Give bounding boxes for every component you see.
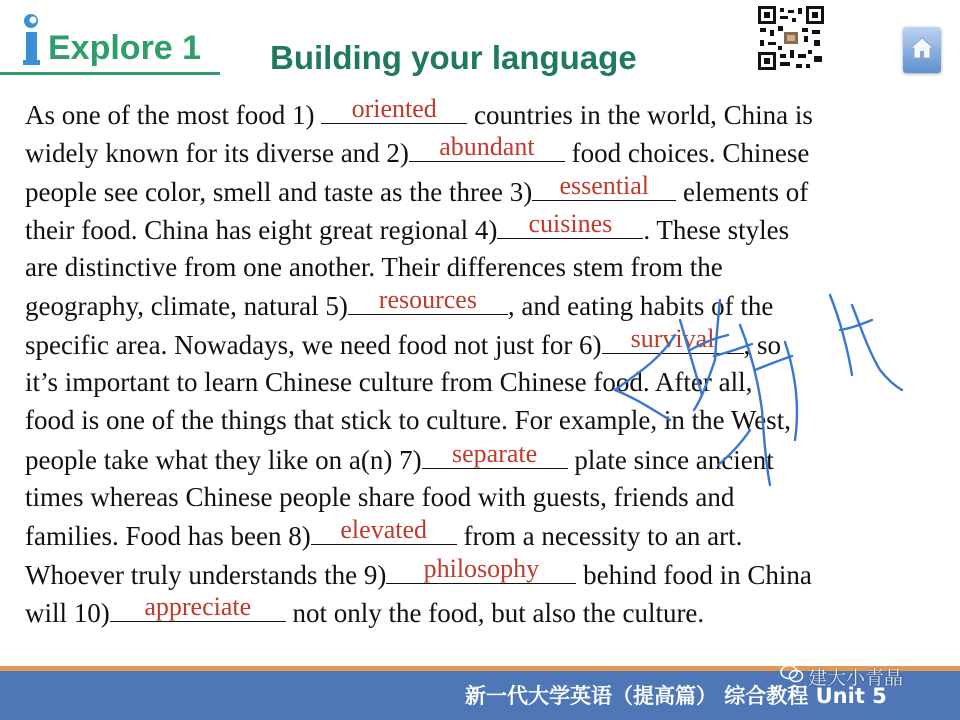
passage-line: food is one of the things that stick to culture. For example, in the West,: [25, 405, 791, 436]
answer-blank-2: [409, 133, 565, 162]
passage-line: families. Food has been 8) elevated from a necessity to an art.: [25, 515, 743, 552]
answer-blank-3: [532, 172, 676, 201]
home-icon: [910, 37, 934, 59]
watermark-text: 建大小青晶: [808, 667, 904, 689]
passage-line: people see color, smell and taste as the three 3) essential elements of: [25, 170, 809, 207]
answer-text: elevated: [340, 515, 427, 545]
passage-line: times whereas Chinese people share food with guests, friends and: [25, 481, 735, 512]
answer-blank-9: [386, 555, 576, 584]
logo-text: Explore 1: [48, 29, 202, 67]
header-divider: [0, 72, 220, 75]
passage-line: their food. China has eight great regional 4) cuisines . These styles: [25, 208, 790, 245]
answer-blank-1: [321, 95, 467, 124]
passage-line: specific area. Nowadays, we need food not just for 6) survival , so: [25, 323, 782, 360]
answer-text: appreciate: [144, 591, 252, 621]
fill-in-passage: [25, 95, 945, 631]
passage-line: widely known for its diverse and 2) abundant food choices. Chinese: [25, 132, 810, 169]
logo-i-icon: [18, 12, 48, 68]
answer-text: survival: [630, 323, 715, 353]
answer-text: cuisines: [528, 208, 613, 238]
passage-line: geography, climate, natural 5) resources , and eating habits of the: [25, 285, 774, 322]
passage-line: are distinctive from one another. Their differences stem from the: [25, 252, 723, 283]
passage-line: Whoever truly understands the 9) philosophy behind food in China: [25, 553, 812, 590]
answer-text: resources: [378, 285, 477, 315]
answer-blank-5: [348, 286, 508, 315]
answer-blank-8: [311, 516, 457, 545]
answer-blank-10: [110, 593, 286, 622]
answer-text: philosophy: [423, 553, 540, 583]
answer-text: essential: [559, 170, 649, 200]
passage-line: As one of the most food 1) oriented countries in the world, China is: [25, 94, 813, 130]
passage-line: will 10) appreciate not only the food, but also the culture.: [25, 591, 705, 628]
answer-blank-6: [602, 325, 744, 354]
answer-text: oriented: [351, 94, 437, 123]
passage-line: it’s important to learn Chinese culture from Chinese food. After all,: [25, 367, 753, 398]
footer-course-title: 新一代大学英语（提高篇） 综合教程 Unit 5: [465, 684, 887, 708]
answer-blank-4: [497, 210, 643, 239]
answer-text: abundant: [439, 132, 535, 162]
page-title: Building your language: [270, 39, 637, 76]
passage-line: people take what they like on a(n) 7) separate plate since ancient: [25, 438, 774, 475]
qr-code-icon: [758, 6, 824, 70]
home-button[interactable]: [903, 27, 941, 73]
wechat-icon: [780, 664, 804, 684]
answer-text: separate: [452, 438, 538, 468]
answer-blank-7: [422, 440, 568, 469]
